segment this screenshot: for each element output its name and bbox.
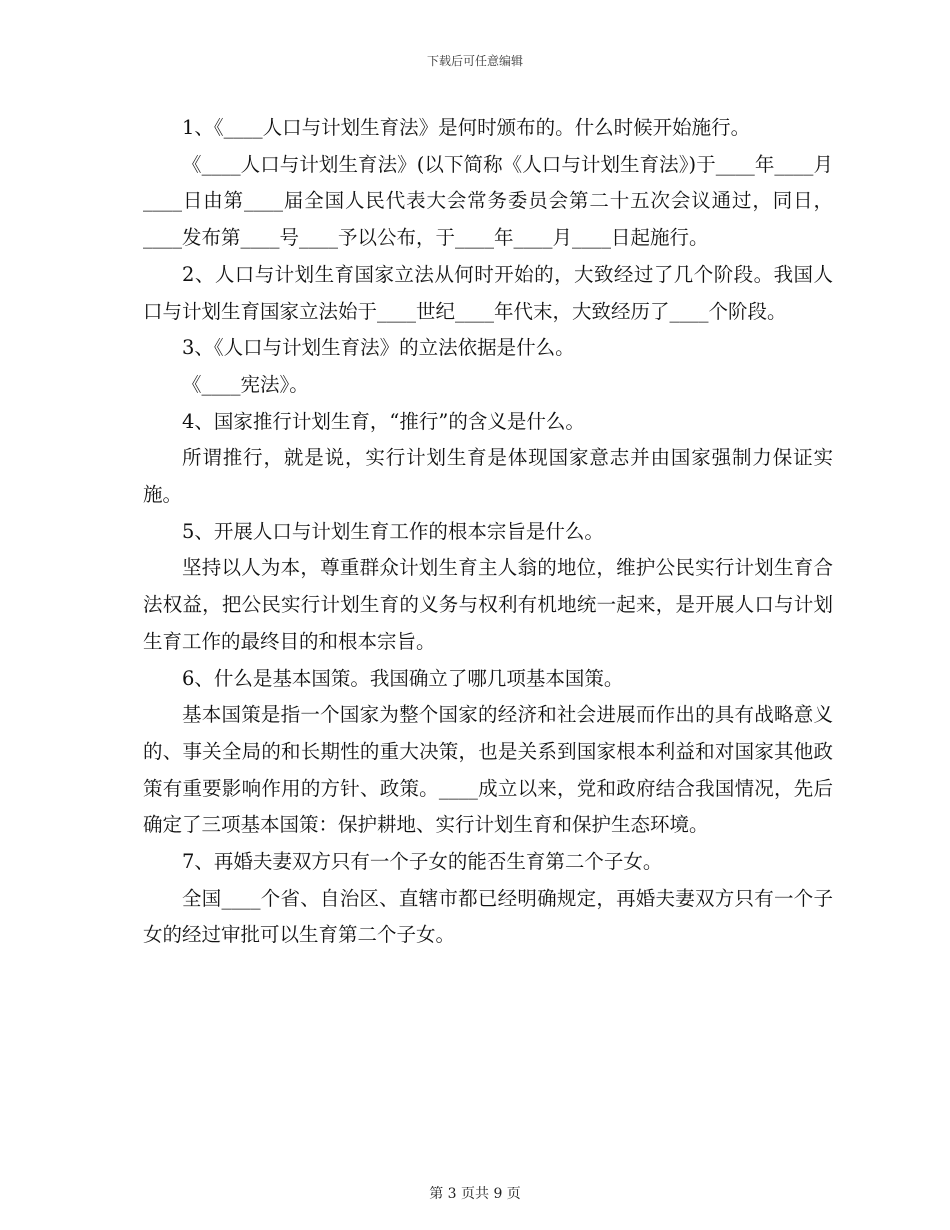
- question-1: 1、《____人口与计划生育法》是何时颁布的。什么时候开始施行。: [182, 116, 751, 139]
- question-4: 4、国家推行计划生育，“推行”的含义是什么。: [182, 409, 585, 433]
- answer-7: 全国____个省、自治区、直辖市都已经明确规定，再婚夫妻双方只有一个子女的经过审批可以生育第二个子女。: [143, 886, 833, 947]
- answer-1: 《____人口与计划生育法》(以下简称《人口与计划生育法》)于____年____月____日由第____届全国人民代表大会常务委员会第二十五次会议通过，同日，____发布第____号____予以公布，于____年____月____日起施行。: [143, 152, 833, 250]
- question-6: 6、什么是基本国策。我国确立了哪几项基本国策。: [182, 666, 624, 690]
- page-footer: 第 3 页共 9 页: [429, 1186, 521, 1202]
- answer-3: 《____宪法》。: [182, 372, 309, 396]
- question-2: 2、人口与计划生育国家立法从何时开始的，大致经过了几个阶段。我国人口与计划生育国家立法始于____世纪____年代末，大致经历了____个阶段。: [143, 262, 833, 323]
- answer-4: 所谓推行，就是说，实行计划生育是体现国家意志并由国家强制力保证实施。: [143, 446, 833, 507]
- question-5: 5、开展人口与计划生育工作的根本宗旨是什么。: [182, 519, 604, 543]
- document-body: [143, 110, 833, 954]
- answer-5: 坚持以人为本，尊重群众计划生育主人翁的地位，维护公民实行计划生育合法权益，把公民实行计划生育的义务与权利有机地统一起来，是开展人口与计划生育工作的最终目的和根本宗旨。: [143, 556, 833, 653]
- page-header: 下载后可任意编辑: [426, 54, 523, 68]
- question-7: 7、再婚夫妻双方只有一个子女的能否生育第二个子女。: [182, 850, 663, 874]
- answer-6: 基本国策是指一个国家为整个国家的经济和社会进展而作出的具有战略意义的、事关全局的和长期性的重大决策，也是关系到国家根本利益和对国家其他政策有重要影响作用的方针、政策。____成立以来，党和政府结合我国情况，先后确定了三项基本国策：保护耕地、实行计划生育和保护生态环境。: [143, 703, 833, 837]
- question-3: 3、《人口与计划生育法》的立法依据是什么。: [182, 336, 575, 360]
